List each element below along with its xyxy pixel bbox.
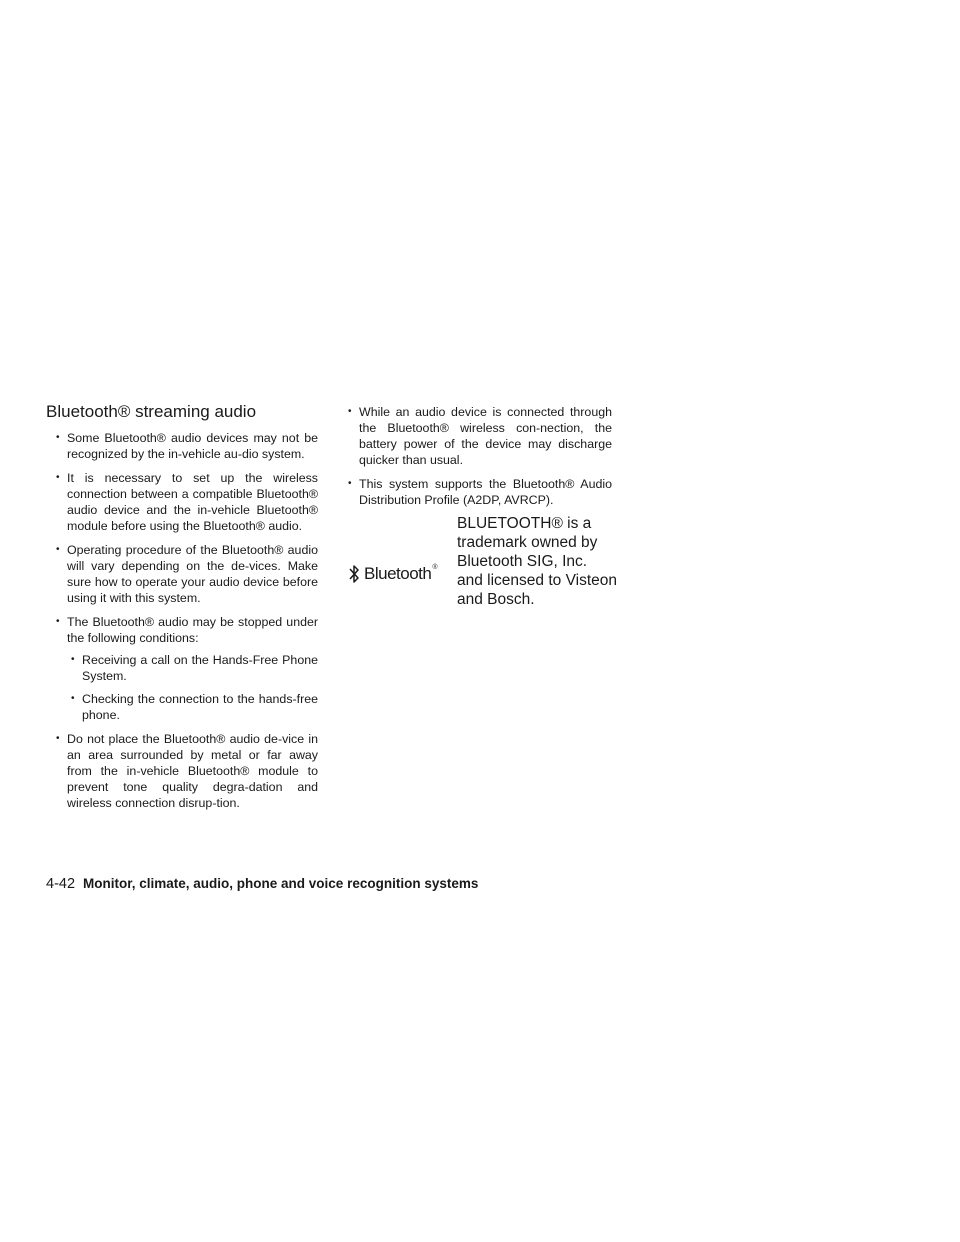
section-title: Monitor, climate, audio, phone and voice recognition systems xyxy=(83,876,479,891)
trademark-note: BLUETOOTH® is a trademark owned by Bluetooth SIG, Inc. and licensed to Visteon and Bosch. xyxy=(457,515,617,608)
logo-wordmark: Bluetooth xyxy=(364,564,432,583)
list-item: • It is necessary to set up the wireless connection between a compatible Bluetooth® audio device and the in-vehicle Bluetooth® module before using the Bluetooth® audio. xyxy=(56,470,318,534)
left-bullet-list xyxy=(56,430,318,819)
list-item: • Some Bluetooth® audio devices may not be recognized by the in-vehicle au-dio system. xyxy=(56,430,318,462)
sub-list-item: • Checking the connection to the hands-free phone. xyxy=(71,691,318,723)
logo-registered-mark: ® xyxy=(432,564,438,571)
sub-bullet-list xyxy=(71,652,318,723)
list-item: • This system supports the Bluetooth® Audio Distribution Profile (A2DP, AVRCP). xyxy=(348,476,612,508)
list-item-text: The Bluetooth® audio may be stopped under the following conditions: xyxy=(67,615,318,645)
list-item: • Operating procedure of the Bluetooth® audio will vary depending on the de-vices. Make sure how to operate your audio device before using it with this system. xyxy=(56,542,318,606)
page-number: 4-42 xyxy=(46,876,76,892)
bluetooth-icon xyxy=(348,564,360,584)
page-footer xyxy=(46,876,478,892)
list-item: • While an audio device is connected through the Bluetooth® wireless con-nection, the battery power of the device may discharge quicker than usual. xyxy=(348,404,612,468)
page-title: Bluetooth® streaming audio xyxy=(46,402,257,421)
list-item: • Do not place the Bluetooth® audio de-vice in an area surrounded by metal or far away from the in-vehicle Bluetooth® module to prevent tone quality degra-dation and wireless connection disrup-tion. xyxy=(56,731,318,811)
list-item-conditions xyxy=(56,614,318,723)
sub-list-item: • Receiving a call on the Hands-Free Phone System. xyxy=(71,652,318,684)
right-bullet-list xyxy=(348,404,612,516)
bluetooth-logo xyxy=(348,562,438,586)
